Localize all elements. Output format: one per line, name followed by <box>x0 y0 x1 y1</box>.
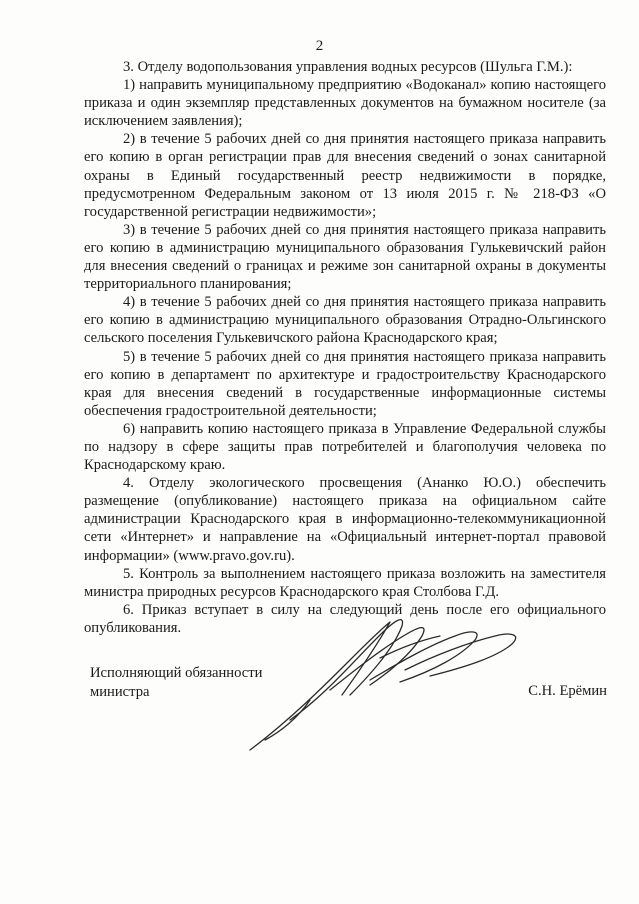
signatory-position-line2: министра <box>90 684 150 700</box>
paragraph-5: 5. Контроль за выполнением настоящего приказа возложить на заместителя министра природных ресурсов Краснодарского края Столбова Г.Д. <box>84 565 606 600</box>
paragraph-4: 4. Отделу экологического просвещения (Ананко Ю.О.) обеспечить размещение (опубликование) настоящего приказа на официальном сайте администрации Краснодарского края в информационно-телекоммуникационной сети «Интернет» и направление на «Официальный интернет-портал правовой информации» (www.pravo.gov.ru). <box>84 475 606 564</box>
paragraph-3-5: 5) в течение 5 рабочих дней со дня принятия настоящего приказа направить его копию в департамент по архитектуре и градостроительству Краснодарского края для внесения сведений в государственные информационные системы обеспечения градостроительной деятельности; <box>84 348 606 419</box>
paragraph-3-4: 4) в течение 5 рабочих дней со дня принятия настоящего приказа направить его копию в администрацию муниципального образования Отрадно-Ольгинского сельского поселения Гулькевичского района Краснодарского края; <box>84 294 606 347</box>
signatory-name: С.Н. Ерёмин <box>528 683 607 699</box>
signatory-position <box>90 664 262 702</box>
paragraph-3-1: 1) направить муниципальному предприятию «Водоканал» копию настоящего приказа и один экземпляр представленных документов на бумажном носителе (за исключением заявления); <box>84 77 606 130</box>
paragraph-3-6: 6) направить копию настоящего приказа в Управление Федеральной службы по надзору в сфере защиты прав потребителей и благополучия человека по Краснодарскому краю. <box>84 420 606 474</box>
paragraph-3: 3. Отделу водопользования управления водных ресурсов (Шульга Г.М.): <box>123 59 573 75</box>
signatory-position-line1: Исполняющий обязанности <box>90 665 263 681</box>
page-number: 2 <box>315 38 324 54</box>
paragraph-6: 6. Приказ вступает в силу на следующий день после его официального опубликования. <box>84 601 606 636</box>
paragraph-3-3: 3) в течение 5 рабочих дней со дня принятия настоящего приказа направить его копию в администрацию муниципального образования Гулькевичский район для внесения сведений о границах и режиме зон санитарной охраны в документы территориального планирования; <box>84 221 606 293</box>
handwritten-signature <box>230 600 530 760</box>
document-body <box>84 58 606 637</box>
paragraph-3-2: 2) в течение 5 рабочих дней со дня принятия настоящего приказа направить его копию в орган регистрации прав для внесения сведений о зонах санитарной охраны в Единый государственный реестр недвижимости в порядке, предусмотренном Федеральным законом от 13 июля 2015 г. № 218-ФЗ «О государственной регистрации недвижимости»; <box>84 131 606 220</box>
